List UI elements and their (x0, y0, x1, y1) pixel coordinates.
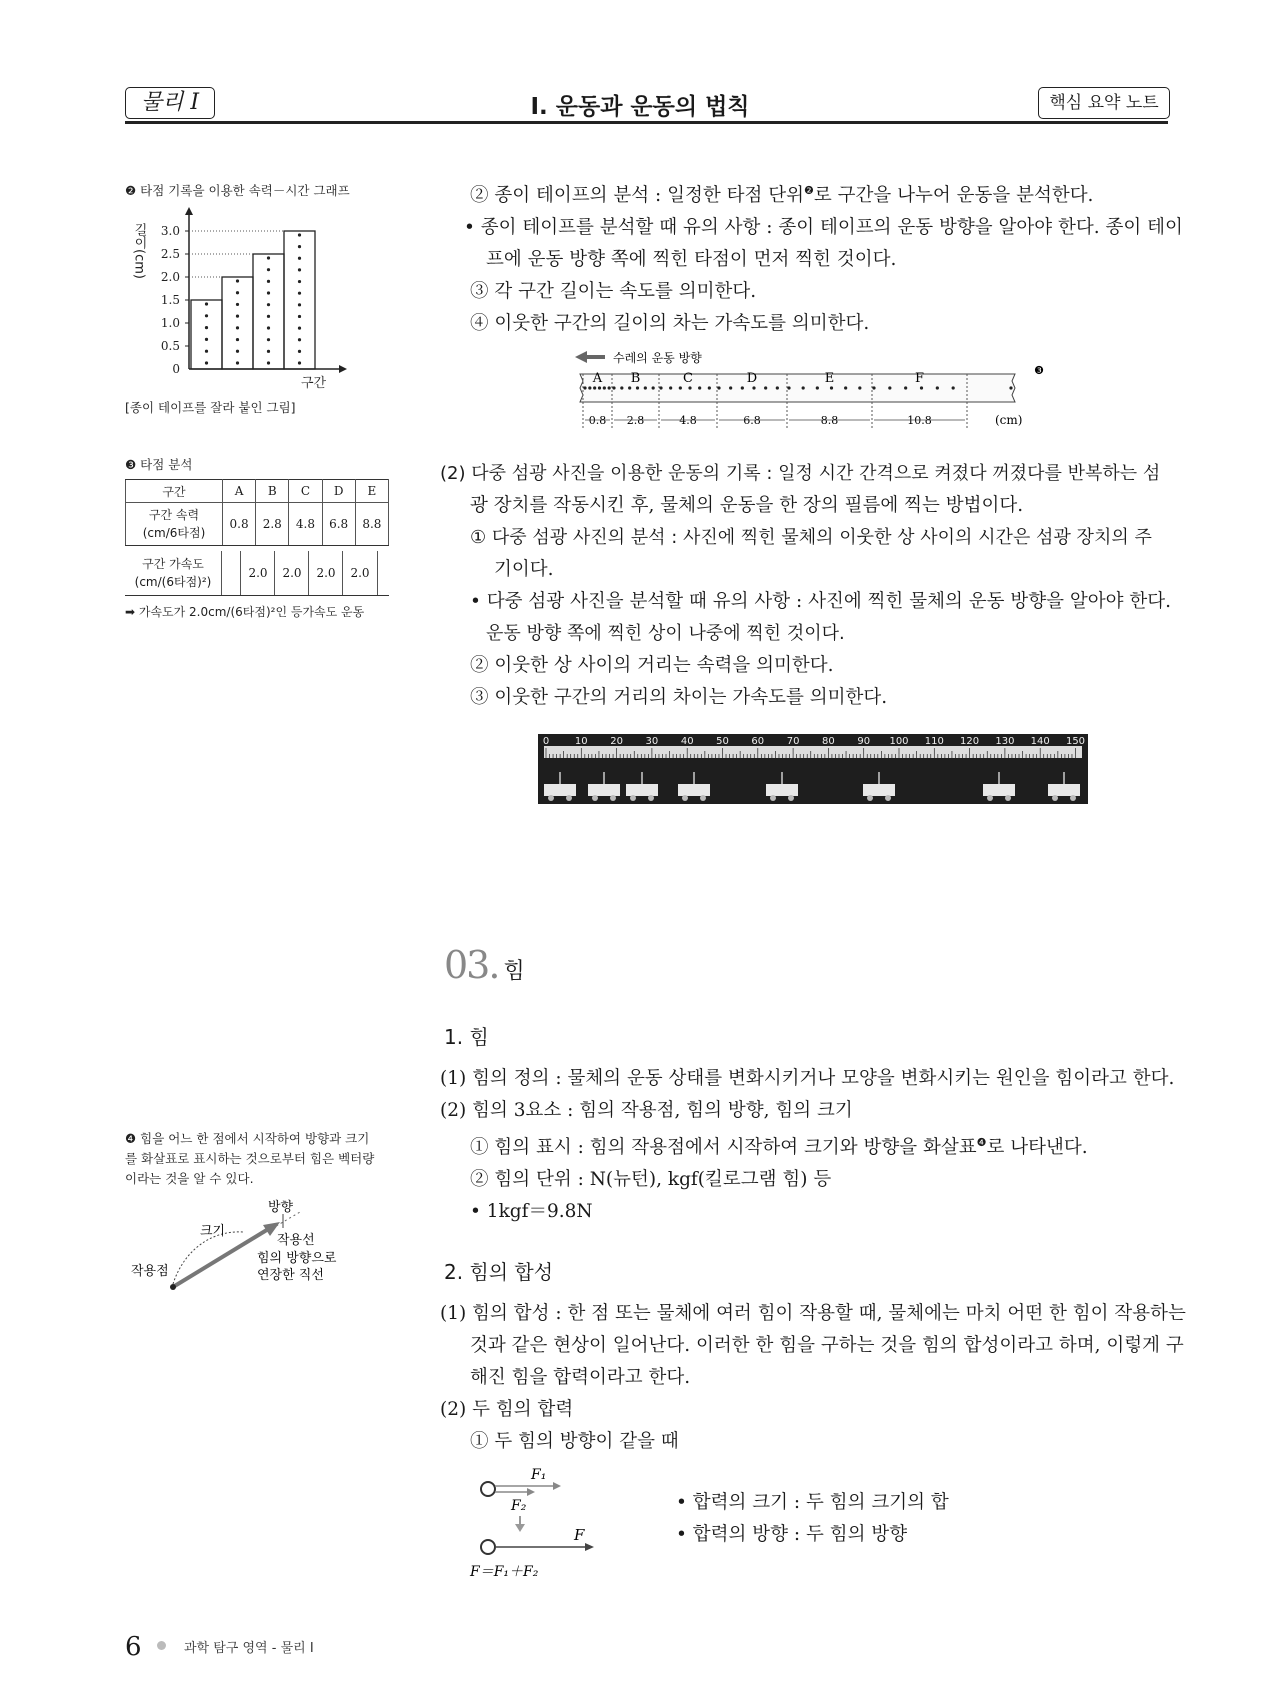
graph-dot (267, 326, 270, 329)
resultant-notes (676, 1487, 949, 1551)
cart-wheel (1005, 795, 1011, 801)
tape-dot (787, 386, 790, 389)
cart-wheel (987, 795, 993, 801)
tape-dot (764, 386, 767, 389)
graph-dot (205, 361, 208, 364)
down-arrowhead (515, 1524, 525, 1532)
graph-bar (222, 277, 253, 369)
graph-dot (267, 315, 270, 318)
paragraph: ③ 각 구간 길이는 속도를 의미한다. (470, 281, 757, 303)
force-note-line: ❹ 힘을 어느 한 점에서 시작하여 방향과 크기 (125, 1131, 370, 1146)
tape-dot (679, 386, 682, 389)
tape-dot (593, 386, 596, 389)
ruler-label: 10 (574, 736, 588, 747)
table-cell: 0.8 (223, 503, 256, 546)
graph-dot (267, 291, 270, 294)
tape-length-label: 10.8 (907, 414, 932, 427)
paragraph: • 합력의 방향 : 두 힘의 방향 (676, 1524, 908, 1545)
ruler-label: 0 (542, 736, 550, 747)
ruler-label: 120 (960, 736, 980, 747)
direction-label: 수레의 운동 방향 (613, 351, 702, 365)
paragraph: • 합력의 크기 : 두 힘의 크기의 합 (676, 1492, 949, 1513)
graph-tick-label: 1.5 (160, 293, 180, 307)
tape-dot (583, 386, 586, 389)
paragraph: 기이다. (494, 559, 554, 580)
ruler-label: 30 (645, 736, 659, 747)
f-arrowhead (585, 1543, 594, 1551)
graph-dot (298, 233, 301, 236)
ruler-label: 150 (1065, 736, 1086, 747)
graph-bar (284, 231, 315, 369)
graph-dot (236, 303, 239, 306)
label-direction: 방향 (268, 1200, 294, 1215)
graph-dot (267, 303, 270, 306)
tape-segment-label: C (683, 371, 693, 386)
graph-dot (205, 326, 208, 329)
tape-dot (688, 386, 691, 389)
tape-dot (872, 386, 875, 389)
table-header: A (223, 480, 256, 503)
paragraph: 운동 방향 쪽에 찍힌 상이 나중에 찍힌 것이다. (486, 623, 845, 644)
label-line-of-action: 작용선 (277, 1233, 315, 1248)
tape-dot (844, 386, 847, 389)
tape-dot (588, 386, 591, 389)
table-cell: 2.0 (308, 551, 343, 595)
table-cell: 2.8 (256, 503, 289, 546)
tape-dot (717, 386, 720, 389)
tape-dot (603, 386, 606, 389)
graph-dot (298, 257, 301, 260)
graph-dot (267, 361, 270, 364)
graph-dot (236, 338, 239, 341)
force-composition-diagram (468, 1462, 608, 1582)
tape-dot (608, 386, 611, 389)
cart-image (863, 784, 895, 796)
cart-wheel (885, 795, 891, 801)
tape-length-label: 6.8 (743, 414, 761, 427)
force-note (125, 1129, 374, 1189)
cart-wheel (700, 795, 706, 801)
tape-dot (816, 386, 819, 389)
table-row-label (126, 503, 223, 546)
force-definition-block (440, 1063, 1175, 1228)
tape-dot (920, 386, 923, 389)
force-note-line: 를 화살표로 표시하는 것으로부터 힘은 벡터량 (125, 1151, 375, 1166)
tape-dot (652, 386, 655, 389)
graph-tick-label: 2.0 (160, 270, 180, 284)
tape-dot (612, 386, 615, 389)
tape-segment-label: A (592, 371, 603, 386)
tape-dot (776, 386, 779, 389)
cart-image (544, 784, 576, 796)
tape-dot (752, 386, 755, 389)
tape-unit: (cm) (995, 413, 1023, 427)
table-cell: 4.8 (289, 503, 322, 546)
graph-dot (267, 350, 270, 353)
ruler-label: 60 (751, 736, 765, 747)
graph-dot (298, 303, 301, 306)
paragraph: 해진 힘을 합력이라고 한다. (470, 1367, 691, 1388)
ruler-label: 40 (680, 736, 694, 747)
graph-dot (236, 279, 239, 282)
paragraph: ② 종이 테이프의 분석 : 일정한 타점 단위$^❷$로 구간을 나누어 운동을 분석한다. (470, 184, 1094, 207)
footer-text: 과학 탐구 영역 - 물리 Ⅰ (184, 1641, 314, 1656)
table-cell: 2.0 (274, 551, 309, 595)
direction-arrowhead (575, 351, 587, 363)
cart-wheel (770, 795, 776, 801)
object-circle (481, 1540, 495, 1554)
tape-length-label: 8.8 (820, 414, 839, 427)
page-number: 6 (125, 1632, 142, 1662)
cart-image (983, 784, 1015, 796)
graph-dot (205, 302, 208, 305)
tape-dot (636, 386, 639, 389)
cart-wheel (630, 795, 636, 801)
accel-label-2: (cm/(6타점)²) (134, 575, 212, 589)
cart-wheel (867, 795, 873, 801)
paragraph: (2) 힘의 3요소 : 힘의 작용점, 힘의 방향, 힘의 크기 (440, 1100, 853, 1121)
magnitude-arc (173, 1232, 243, 1284)
force-note-line: 이라는 것을 알 수 있다. (125, 1171, 254, 1186)
graph-dot (298, 268, 301, 271)
f2-arrowhead (527, 1488, 535, 1496)
tape-segment-label: E (824, 371, 835, 386)
table-cell: 2.0 (240, 551, 275, 595)
cart-image (1048, 784, 1080, 796)
cart-wheel (1052, 795, 1058, 801)
tape-dot (952, 386, 955, 389)
tape-dot (698, 386, 701, 389)
multiflash-photo (538, 734, 1088, 804)
table-header: D (322, 480, 355, 503)
paragraph: (1) 힘의 정의 : 물체의 운동 상태를 변화시키거나 모양을 변화시키는 원인을 힘이라고 한다. (440, 1068, 1175, 1089)
force-vector-diagram (125, 1192, 385, 1302)
ticker-tape-diagram (575, 348, 1045, 438)
graph-y-arrow (185, 207, 193, 215)
heading-force: 1. 힘 (444, 1025, 489, 1049)
graph-dot (298, 350, 301, 353)
table-row-speed (126, 503, 389, 546)
footer-dot (157, 1641, 166, 1650)
ruler-label: 110 (924, 736, 944, 747)
tape-dot (729, 386, 732, 389)
graph-dot (205, 314, 208, 317)
graph-tick-label: 3.0 (160, 224, 180, 238)
tape-dot (904, 386, 907, 389)
tape-dot (620, 386, 623, 389)
graph-dot (236, 315, 239, 318)
paragraph: ① 힘의 표시 : 힘의 작용점에서 시작하여 크기와 방향을 화살표$^❹$로 나타낸다. (470, 1136, 1088, 1159)
tape-length-label: 4.8 (679, 414, 697, 427)
object-circle (481, 1482, 495, 1496)
ruler-label: 20 (610, 736, 623, 747)
f-equation: F＝F₁＋F₂ (470, 1564, 539, 1580)
tape-mark: ❸ (1034, 364, 1044, 377)
chapter-title: Ⅰ. 운동과 운동의 법칙 (530, 94, 750, 120)
paragraph: ② 힘의 단위 : N(뉴턴), kgf(킬로그램 힘) 등 (470, 1169, 832, 1191)
section-number: 03. (444, 943, 499, 987)
section-heading (444, 943, 525, 987)
paragraph: (2) 두 힘의 합력 (440, 1399, 574, 1420)
graph-note: [종이 테이프를 잘라 붙인 그림] (125, 400, 296, 415)
label-ext-2: 연장한 직선 (257, 1268, 324, 1283)
table-header: E (355, 480, 388, 503)
ruler-label: 100 (889, 736, 909, 747)
ruler-label: 70 (786, 736, 800, 747)
graph-dot (267, 280, 270, 283)
cart-wheel (592, 795, 598, 801)
paragraph: • 다중 섬광 사진을 분석할 때 유의 사항 : 사진에 찍힌 물체의 운동 방향을 알아야 한다. (470, 591, 1171, 612)
tape-dot (644, 386, 647, 389)
graph-dot (236, 291, 239, 294)
analysis-conclusion: ➡ 가속도가 2.0cm/(6타점)²인 등가속도 운동 (125, 605, 365, 619)
cart-image (588, 784, 620, 796)
graph-dot (205, 350, 208, 353)
analysis-table (125, 479, 389, 546)
table-cell: 8.8 (355, 503, 388, 546)
paragraph: • 1kgf＝9.8N (470, 1201, 593, 1223)
tape-length-label: 0.8 (588, 414, 607, 427)
section-title: 힘 (503, 959, 525, 984)
graph-dot (267, 268, 270, 271)
paragraph: (1) 힘의 합성 : 한 점 또는 물체에 여러 힘이 작용할 때, 물체에는 마치 어떤 한 힘이 작용하는 (440, 1303, 1186, 1324)
graph-tick-label: 0.5 (160, 339, 180, 353)
graph-dot (267, 338, 270, 341)
tape-dot (830, 386, 833, 389)
tape-segment-label: B (630, 371, 641, 386)
cart-wheel (1070, 795, 1076, 801)
tape-dot (741, 386, 744, 389)
tape-dot (598, 386, 601, 389)
table-header-row (126, 480, 389, 503)
table-header: 구간 (126, 480, 223, 503)
tape-dot (858, 386, 861, 389)
graph-xlabel: 구간 (301, 376, 327, 391)
tape-dot (669, 386, 672, 389)
ruler-label: 140 (1030, 736, 1050, 747)
tape-segment-label: F (914, 371, 925, 386)
paragraph: ③ 이웃한 구간의 거리의 차이는 가속도를 의미한다. (470, 687, 888, 708)
label-ext-1: 힘의 방향으로 (257, 1251, 337, 1266)
graph-dot (298, 326, 301, 329)
graph-dot (236, 350, 239, 353)
graph-bar (191, 300, 222, 369)
tape-dot (708, 386, 711, 389)
paragraph: (2) 다중 섬광 사진을 이용한 운동의 기록 : 일정 시간 간격으로 켜졌다 꺼졌다를 반복하는 섬 (440, 463, 1161, 484)
paragraph: ④ 이웃한 구간의 길이의 차는 가속도를 의미한다. (470, 313, 870, 335)
cart-wheel (566, 795, 572, 801)
table-header: B (256, 480, 289, 503)
paragraph: 것과 같은 현상이 일어난다. 이러한 한 힘을 구하는 것을 힘의 합성이라고 하며, 이렇게 구 (470, 1335, 1184, 1356)
label-magnitude: 크기 (200, 1224, 226, 1239)
tape-dot (802, 386, 805, 389)
graph-dot (205, 338, 208, 341)
graph-x-arrow (339, 365, 347, 373)
speed-label-2: (cm/6타점) (142, 526, 206, 540)
note-label: 핵심 요약 노트 (1038, 87, 1170, 119)
cart-wheel (682, 795, 688, 801)
cart-wheel (788, 795, 794, 801)
graph-dot (267, 256, 270, 259)
cart-wheel (648, 795, 654, 801)
accel-label-1: 구간 가속도 (142, 557, 204, 571)
graph-dot (236, 326, 239, 329)
graph-dot (298, 292, 301, 295)
tape-segment-label: D (746, 371, 758, 386)
paragraph: ② 이웃한 상 사이의 거리는 속력을 의미한다. (470, 655, 834, 676)
f1-label: F₁ (531, 1467, 547, 1483)
ruler-label: 50 (716, 736, 729, 747)
graph-tick-label: 0 (172, 362, 180, 376)
multiflash-block (440, 458, 1170, 714)
tape-dot (888, 386, 891, 389)
paragraph: ① 두 힘의 방향이 같을 때 (470, 1431, 679, 1452)
tape-dot (1009, 386, 1012, 389)
subject-label: 물리 I (125, 87, 215, 119)
speed-label-1: 구간 속력 (148, 508, 200, 522)
label-point: 작용점 (131, 1264, 169, 1279)
table-row-accel (125, 551, 389, 596)
graph-caption: ❷ 타점 기록을 이용한 속력－시간 그래프 (125, 183, 350, 198)
graph-tick-label: 2.5 (160, 247, 180, 261)
f2-label: F₂ (511, 1498, 527, 1514)
paragraph: 프에 운동 방향 쪽에 찍힌 타점이 먼저 찍힌 것이다. (486, 249, 897, 271)
graph-dot (236, 361, 239, 364)
graph-dot (298, 245, 301, 248)
f1-arrowhead (553, 1482, 561, 1490)
ruler-label: 90 (857, 736, 871, 747)
composition-block (440, 1298, 1186, 1458)
tape-length-label: 2.8 (626, 414, 645, 427)
tape-dot (659, 386, 662, 389)
cart-image (766, 784, 798, 796)
paragraph: ① 다중 섬광 사진의 분석 : 사진에 찍힌 물체의 이웃한 상 사이의 시간은 섬광 장치의 주 (470, 527, 1152, 548)
tape-analysis-block (464, 175, 1183, 340)
speed-time-graph (125, 205, 350, 395)
graph-dot (298, 315, 301, 318)
heading-composition: 2. 힘의 합성 (444, 1260, 554, 1284)
graph-tick-label: 1.0 (160, 316, 180, 330)
paragraph: • 종이 테이프를 분석할 때 유의 사항 : 종이 테이프의 운동 방향을 알아야 한다. 종이 테이 (464, 217, 1183, 239)
graph-ylabel: 길이(cm) (131, 223, 147, 279)
table-header: C (289, 480, 322, 503)
f-label: F (574, 1526, 585, 1544)
tape-dot (628, 386, 631, 389)
table-cell: 2.0 (342, 551, 378, 595)
point-of-application (170, 1284, 176, 1290)
ruler-label: 130 (995, 736, 1015, 747)
header-rule (125, 121, 1168, 124)
table-cell: 6.8 (322, 503, 355, 546)
ruler-label: 80 (822, 736, 835, 747)
paragraph: 광 장치를 작동시킨 후, 물체의 운동을 한 장의 필름에 찍는 방법이다. (470, 495, 1024, 516)
cart-wheel (610, 795, 616, 801)
analysis-caption: ❸ 타점 분석 (125, 457, 193, 472)
table-row-label (125, 551, 222, 595)
graph-dot (298, 338, 301, 341)
graph-dot (298, 361, 301, 364)
tape-dot (936, 386, 939, 389)
cart-image (626, 784, 658, 796)
cart-image (678, 784, 710, 796)
graph-dot (298, 280, 301, 283)
cart-wheel (548, 795, 554, 801)
